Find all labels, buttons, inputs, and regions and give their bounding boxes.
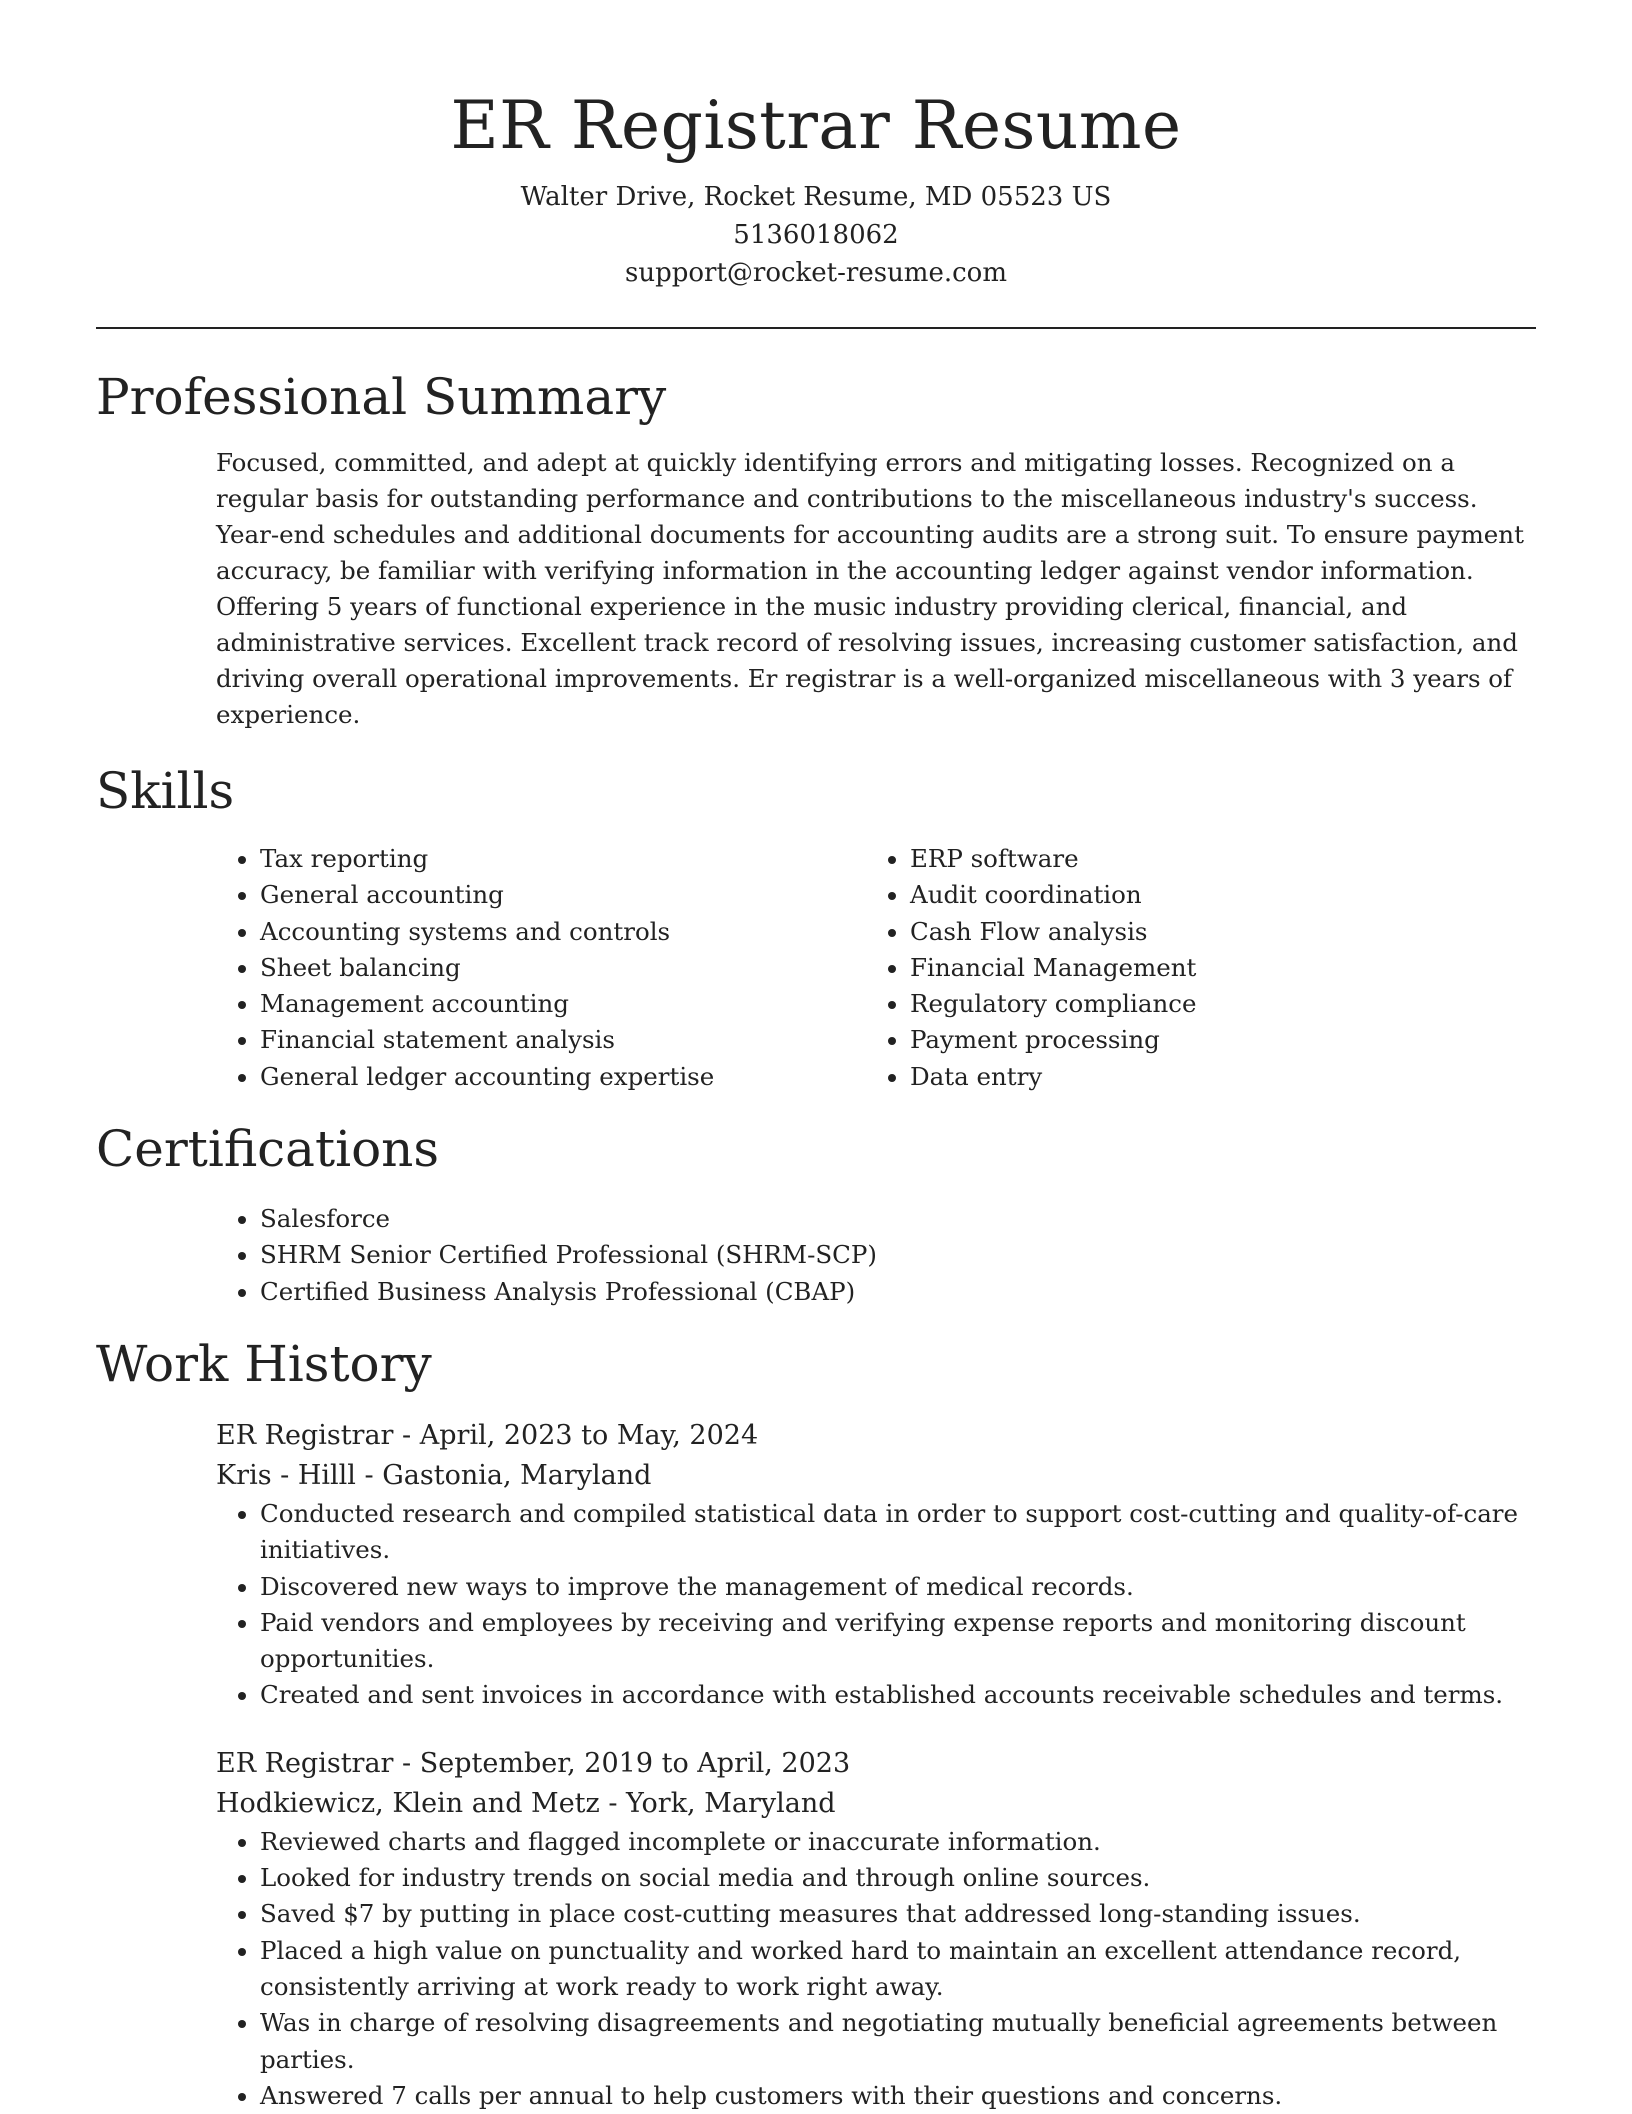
skill-item: • Accounting systems and controls <box>260 914 866 950</box>
skill-item: • Regulatory compliance <box>910 986 1516 1022</box>
summary-heading: Professional Summary <box>96 368 667 426</box>
certifications-heading: Certifications <box>96 1120 440 1179</box>
work-history-heading: Work History <box>96 1334 432 1393</box>
job-entry <box>216 1744 1536 2114</box>
skill-item: • Management accounting <box>260 986 866 1022</box>
skill-item: • Tax reporting <box>260 841 866 877</box>
job-duty: • Placed a high value on punctuality and worked hard to maintain an excellent attendance record, consistently arriving at work ready to work right away. <box>260 1933 1536 2006</box>
resume-page <box>96 0 1536 2114</box>
certification-item: • Salesforce <box>260 1201 1536 1237</box>
skill-item: • ERP software <box>910 841 1516 877</box>
job-duty: • Saved $7 by putting in place cost-cutting measures that addressed long-standing issues. <box>260 1896 1536 1932</box>
job-duty: • Was in charge of resolving disagreements and negotiating mutually beneficial agreements between parties. <box>260 2005 1536 2078</box>
skill-item: • Data entry <box>910 1059 1516 1095</box>
skills-heading: Skills <box>96 762 235 820</box>
skill-item: • Sheet balancing <box>260 950 866 986</box>
job-title-dates: ER Registrar - September, 2019 to April, 2023 <box>216 1747 851 1779</box>
job-duty: • Reviewed charts and flagged incomplete or inaccurate information. <box>260 1824 1536 1860</box>
job-title-dates: ER Registrar - April, 2023 to May, 2024 <box>216 1419 759 1451</box>
skills-column-right <box>866 841 1516 1095</box>
certification-item: • Certified Business Analysis Professional (CBAP) <box>260 1274 1536 1310</box>
skill-item: • General ledger accounting expertise <box>260 1059 866 1095</box>
certifications-list <box>216 1201 1536 1310</box>
skills-list <box>216 841 1536 1095</box>
contact-block <box>96 178 1536 292</box>
skill-item: • General accounting <box>260 877 866 913</box>
job-duty: • Paid vendors and employees by receiving and verifying expense reports and monitoring discount opportunities. <box>260 1605 1536 1678</box>
job-duty: • Looked for industry trends on social media and through online sources. <box>260 1860 1536 1896</box>
skill-item: • Financial statement analysis <box>260 1022 866 1058</box>
job-duty: • Conducted research and compiled statistical data in order to support cost-cutting and quality-of-care initiatives. <box>260 1496 1536 1569</box>
contact-phone: 5136018062 <box>733 220 899 250</box>
summary-text: Focused, committed, and adept at quickly identifying errors and mitigating losses. Recognized on a regular basis for outstanding performance and contributions to the miscellaneous industry's success. Year-end schedules and additional documents for accounting audits are a strong suit. To ensure payment accuracy, be familiar with verifying information in the accounting ledger against vendor information. Offering 5 years of functional experience in the music industry providing clerical, financial, and administrative services. Excellent track record of resolving issues, increasing customer satisfaction, and driving overall operational improvements. Er registrar is a well-organized miscellaneous with 3 years of experience. <box>216 448 1524 729</box>
job-duties-list <box>216 1824 1536 2114</box>
contact-address: Walter Drive, Rocket Resume, MD 05523 US <box>520 182 1112 212</box>
job-duty: • Answered 7 calls per annual to help customers with their questions and concerns. <box>260 2078 1536 2114</box>
job-company-location: Kris - Hilll - Gastonia, Maryland <box>216 1459 652 1491</box>
skill-item: • Audit coordination <box>910 877 1516 913</box>
skills-column-left <box>216 841 866 1095</box>
job-entry <box>216 1416 1536 1714</box>
job-duty: • Created and sent invoices in accordance with established accounts receivable schedules and terms. <box>260 1677 1536 1713</box>
resume-title: ER Registrar Resume <box>450 87 1182 164</box>
job-duties-list <box>216 1496 1536 1714</box>
job-duty: • Discovered new ways to improve the management of medical records. <box>260 1569 1536 1605</box>
skill-item: • Cash Flow analysis <box>910 914 1516 950</box>
certification-item: • SHRM Senior Certified Professional (SHRM-SCP) <box>260 1237 1536 1273</box>
job-company-location: Hodkiewicz, Klein and Metz - York, Maryland <box>216 1787 836 1819</box>
skill-item: • Payment processing <box>910 1022 1516 1058</box>
skill-item: • Financial Management <box>910 950 1516 986</box>
header-divider <box>96 327 1536 329</box>
contact-email: support@rocket-resume.com <box>624 258 1007 288</box>
